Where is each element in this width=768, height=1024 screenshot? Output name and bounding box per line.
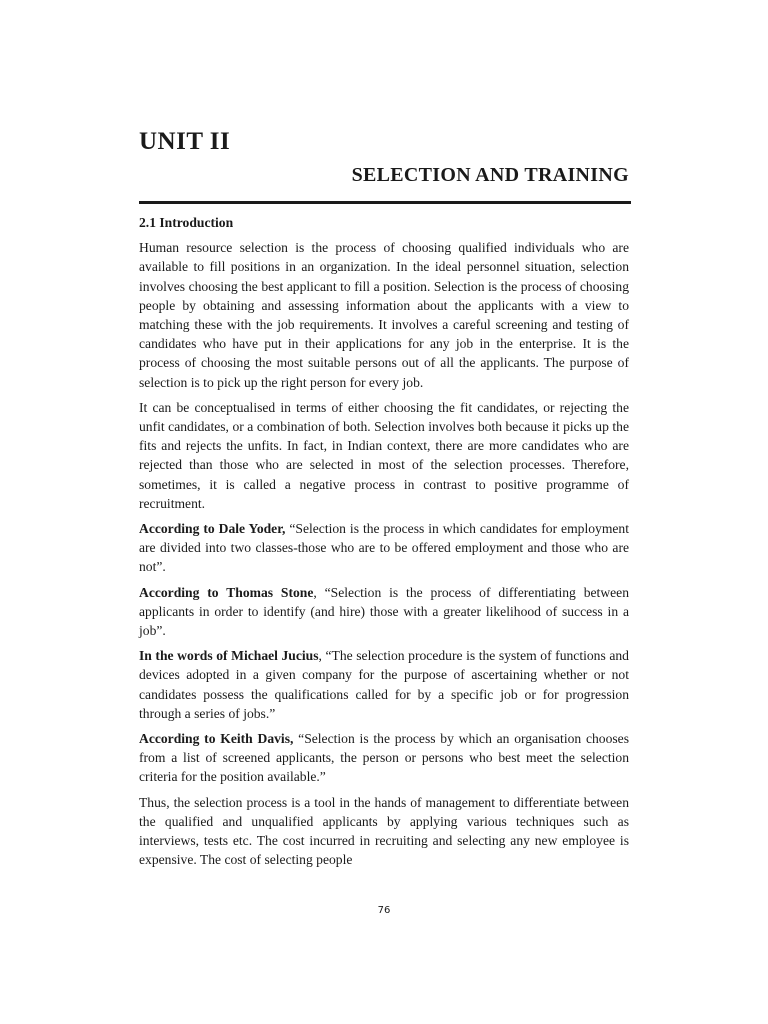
section-heading: 2.1 Introduction (139, 215, 234, 230)
paragraph-conceptualised: It can be conceptualised in terms of either choosing the fit candidates, or rejecting the unfit candidates, or a combination of both. Selection involves both because it picks up the fits and rejects the unfits. In fact, in Indian context, there are more candidates who are rejected than those who are selected in most of the selection processes. Therefore, sometimes, it is called a negative process in contrast to positive programme of recruitment. (139, 399, 629, 511)
paragraph-introduction: Human resource selection is the process of choosing qualified individuals who are available to fill positions in an organization. In the ideal personnel situation, selection involves choosing the best applicant to fill a position. Selection is the process of choosing people by obtaining and assessing information about the applicants with a view to matching these with the job requirements. It involves a careful screening and testing of candidates who have put in their applications for any job in the enterprise. It is the process of choosing the most suitable persons out of all the applicants. The purpose of selection is to pick up the right person for every job. (139, 240, 629, 390)
quote-source-michael-jucius: In the words of Michael Jucius (139, 648, 319, 664)
unit-heading: UNIT II (139, 128, 231, 155)
quote-text-dale-yoder: “Selection is the process in which candidates for employment are divided into two classes-those who are to be offered employment and those who are not”. (139, 521, 630, 575)
body-text (139, 213, 629, 876)
quote-text-keith-davis: “Selection is the process by which an organisation chooses from a list of screened applicants, the person or persons who best meet the selection criteria for the position available.” (139, 731, 629, 785)
page-number: 76 (377, 905, 391, 916)
paragraph-keith-davis (139, 729, 629, 787)
paragraph-michael-jucius (139, 646, 629, 723)
quote-text-thomas-stone: , “Selection is the process of differentiating between applicants in order to identify (and hire) those with a greater likelihood of success in a job”. (139, 584, 629, 639)
quote-text-michael-jucius: , “The selection procedure is the system of functions and devices adopted in a given company for the purpose of ascertaining whether or not candidates possess the qualifications called for by a specific job or for progression through a series of jobs.” (139, 648, 629, 721)
quote-source-keith-davis: According to Keith Davis, (139, 731, 294, 747)
heading-rule (139, 201, 631, 204)
quote-source-dale-yoder: According to Dale Yoder, (139, 521, 286, 537)
paragraph-dale-yoder (139, 519, 629, 577)
chapter-title: SELECTION AND TRAINING (351, 164, 629, 186)
paragraph-thomas-stone (139, 583, 629, 641)
quote-source-thomas-stone: According to Thomas Stone (139, 584, 314, 600)
paragraph-conclusion: Thus, the selection process is a tool in the hands of management to differentiate between the qualified and unqualified applicants by applying various techniques such as interviews, tests etc. The cost incurred in recruiting and selecting any new employee is expensive. The cost of selecting people (139, 794, 629, 868)
